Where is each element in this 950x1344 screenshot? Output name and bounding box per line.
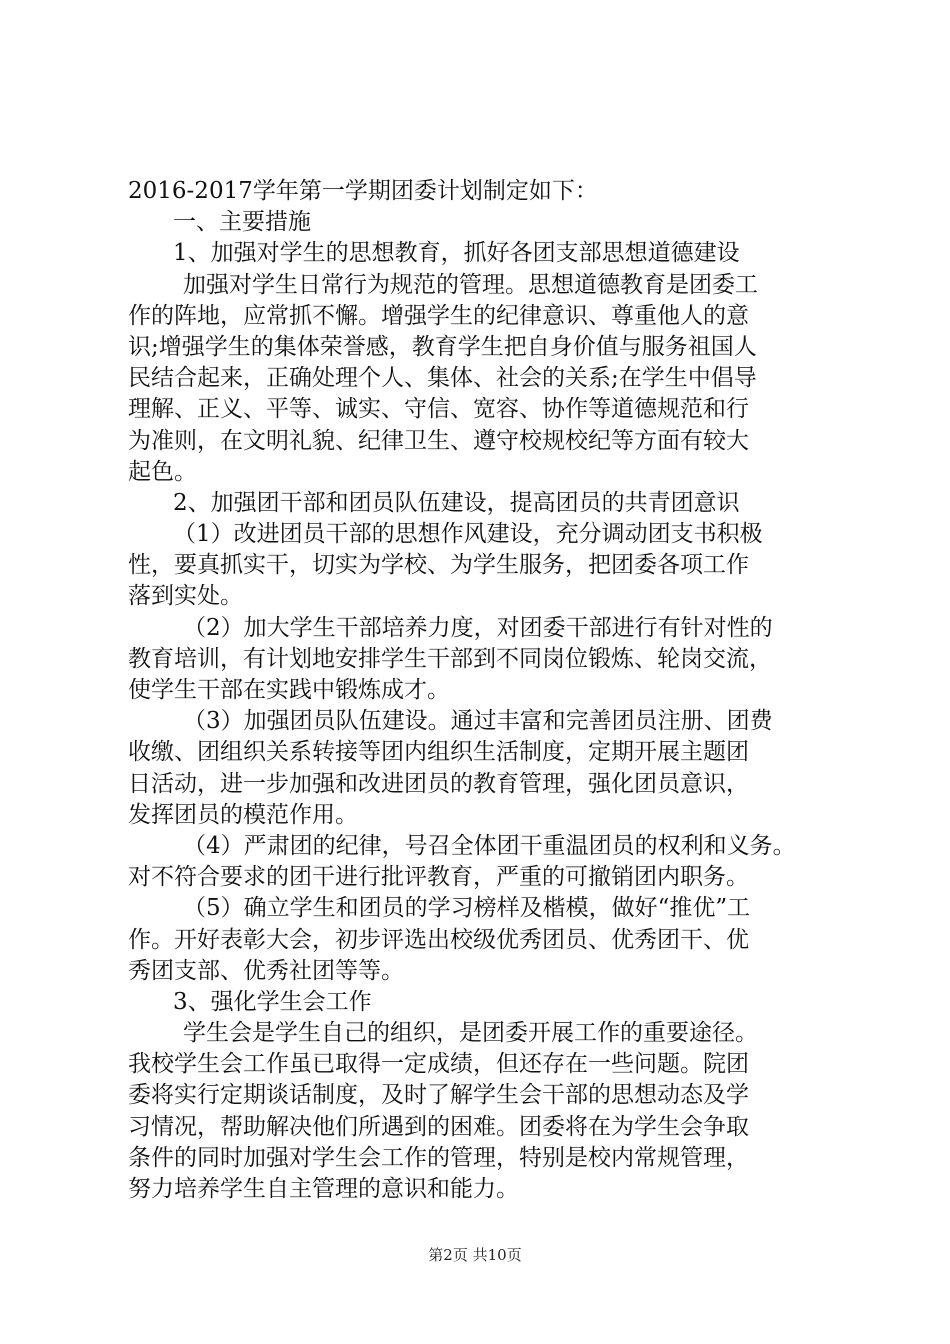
paragraph-line: （2）加大学生干部培养力度，对团委干部进行有针对性的	[183, 614, 773, 641]
paragraph-line: （5）确立学生和团员的学习榜样及楷模，做好“推优”工	[183, 895, 751, 922]
subsection-heading: 3、强化学生会工作	[173, 988, 372, 1015]
paragraph-line: 委将实行定期谈话制度，及时了解学生会干部的思想动态及学	[128, 1082, 749, 1109]
paragraph-line: 加强对学生日常行为规范的管理。思想道德教育是团委工	[183, 271, 758, 298]
paragraph-line: 发挥团员的模范作用。	[128, 801, 358, 828]
paragraph-line: 条件的同时加强对学生会工作的管理，特别是校内常规管理，	[128, 1144, 749, 1171]
paragraph-line: 对不符合要求的团干进行批评教育，严重的可撤销团内职务。	[128, 864, 749, 891]
paragraph-line: 努力培养学生自主管理的意识和能力。	[128, 1176, 519, 1202]
paragraph-line: 作的阵地，应常抓不懈。增强学生的纪律意识、尊重他人的意	[128, 302, 749, 329]
paragraph-line: （3）加强团员队伍建设。通过丰富和完善团员注册、团费	[183, 708, 773, 735]
paragraph-line: 我校学生会工作虽已取得一定成绩，但还存在一些问题。院团	[128, 1051, 749, 1078]
paragraph-line: （1）改进团员干部的思想作风建设，充分调动团支书积极	[173, 521, 763, 548]
paragraph-line: 日活动，进一步加强和改进团员的教育管理，强化团员意识，	[128, 770, 749, 797]
paragraph-line: 学生会是学生自己的组织，是团委开展工作的重要途径。	[183, 1020, 758, 1047]
subsection-heading: 2、加强团干部和团员队伍建设，提高团员的共青团意识	[173, 489, 740, 516]
paragraph-line: 教育培训，有计划地安排学生干部到不同岗位锻炼、轮岗交流，	[128, 645, 772, 672]
page-number-footer: 第2页 共10页	[428, 1246, 522, 1264]
paragraph-line: 作。开好表彰大会，初步评选出校级优秀团员、优秀团干、优	[128, 926, 749, 953]
paragraph-line: 起色。	[128, 458, 197, 485]
paragraph-line: 收缴、团组织关系转接等团内组织生活制度，定期开展主题团	[128, 739, 749, 766]
paragraph-line: 民结合起来，正确处理个人、集体、社会的关系;在学生中倡导	[128, 365, 757, 392]
document-heading: 2016-2017学年第一学期团委计划制定如下：	[128, 178, 598, 204]
document-body	[128, 176, 828, 1205]
paragraph-line: （4）严肃团的纪律，号召全体团干重温团员的权利和义务。	[183, 832, 796, 859]
subsection-heading: 1、加强对学生的思想教育，抓好各团支部思想道德建设	[173, 240, 740, 267]
paragraph-line: 理解、正义、平等、诚实、守信、宽容、协作等道德规范和行	[128, 396, 749, 423]
section-heading: 一、主要措施	[173, 209, 311, 236]
paragraph-line: 使学生干部在实践中锻炼成才。	[128, 677, 450, 703]
paragraph-line: 习情况，帮助解决他们所遇到的困难。团委将在为学生会争取	[128, 1113, 749, 1140]
paragraph-line: 识;增强学生的集体荣誉感，教育学生把自身价值与服务祖国人	[128, 333, 757, 360]
paragraph-line: 性，要真抓实干，切实为学校、为学生服务，把团委各项工作	[128, 552, 749, 579]
paragraph-line: 为准则，在文明礼貌、纪律卫生、遵守校规校纪等方面有较大	[128, 427, 749, 454]
paragraph-line: 落到实处。	[128, 583, 243, 610]
paragraph-line: 秀团支部、优秀社团等等。	[128, 957, 404, 984]
